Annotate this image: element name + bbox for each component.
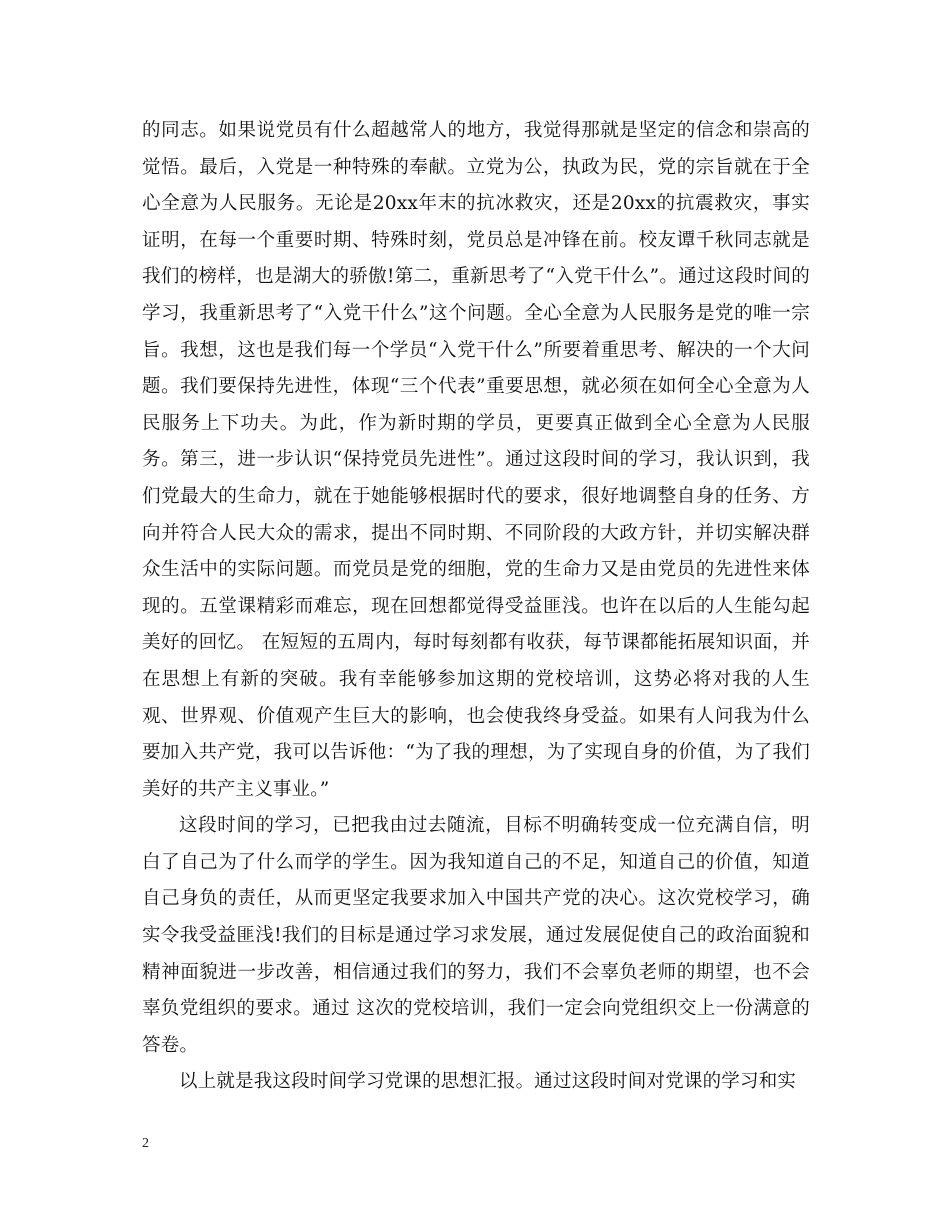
document-body [142, 113, 810, 1101]
paragraph-study-reflection: 这段时间的学习，已把我由过去随流，目标不明确转变成一位充满自信，明白了自己为了什么而学的学生。因为我知道自己的不足，知道自己的价值，知道自己身负的责任，从而更坚定我要求加入中国共产党的决心。这次党校学习，确实令我受益匪浅!我们的目标是通过学习求发展，通过发展促使自己的政治面貌和精神面貌进一步改善，相信通过我们的努力，我们不会辜负老师的期望，也不会辜负党组织的要求。通过 这次的党校培训，我们一定会向党组织交上一份满意的答卷。 [142, 815, 810, 1056]
paragraph-continued: 的同志。如果说党员有什么超越常人的地方，我觉得那就是坚定的信念和崇高的觉悟。最后，入党是一种特殊的奉献。立党为公，执政为民，党的宗旨就在于全心全意为人民服务。无论是20xx年末的抗冰救灾，还是20xx的抗震救灾，事实证明，在每一个重要时期、特殊时刻，党员总是冲锋在前。校友谭千秋同志就是我们的榜样，也是湖大的骄傲!第二，重新思考了“入党干什么”。通过这段时间的学习，我重新思考了“入党干什么”这个问题。全心全意为人民服务是党的唯一宗旨。我想，这也是我们每一个学员“入党干什么”所要着重思考、解决的一个大问题。我们要保持先进性，体现“三个代表”重要思想，就必须在如何全心全意为人民服务上下功夫。为此，作为新时期的学员，更要真正做到全心全意为人民服务。第三，进一步认识“保持党员先进性”。通过这段时间的学习，我认识到，我们党最大的生命力，就在于她能够根据时代的要求，很好地调整自身的任务、方向并符合人民大众的需求，提出不同时期、不同阶段的大政方针，并切实解决群众生活中的实际问题。而党员是党的细胞，党的生命力又是由党员的先进性来体现的。五堂课精彩而难忘，现在回想都觉得受益匪浅。也许在以后的人生能勾起美好的回忆。 在短短的五周内，每时每刻都有收获，每节课都能拓展知识面，并在思想上有新的突破。我有幸能够参加这期的党校培训，这势必将对我的人生观、世界观、价值观产生巨大的影响，也会使我终身受益。如果有人问我为什么要加入共产党，我可以告诉他：“为了我的理想，为了实现自身的价值，为了我们美好的共产主义事业。” [142, 120, 810, 800]
page-number: 2 [142, 1136, 149, 1151]
paragraph-summary: 以上就是我这段时间学习党课的思想汇报。通过这段时间对党课的学习和实 [179, 1071, 797, 1093]
